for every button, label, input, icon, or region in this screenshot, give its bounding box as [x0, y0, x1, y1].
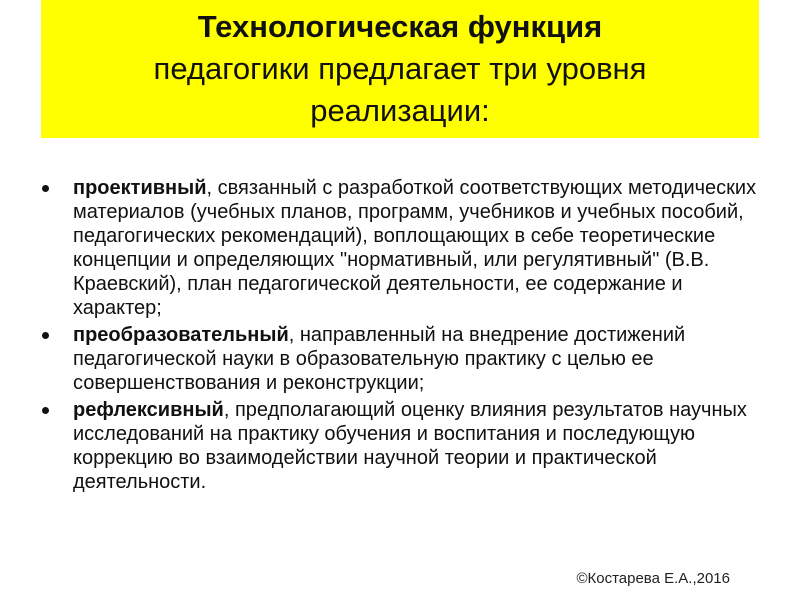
bullet-text: , связанный с разработкой соответствующих методических материалов (учебных планов, программ, учебников и учебных пособий, педагогических рекомендаций), воплощающих в себе теоретические концепции и определяющих "нормативный, или регулятивный" (В.В. Краевский), план педагогической деятельности, ее содержание и характер; — [73, 177, 757, 319]
bullet-dot-icon — [42, 332, 49, 339]
bullet-item-reflexive — [40, 398, 760, 494]
bullet-list — [40, 176, 760, 494]
bullet-item-transformative — [40, 323, 760, 395]
title-line-2: педагогики предлагает три уровня — [153, 51, 647, 86]
copyright-text: ©Костарева Е.А.,2016 — [576, 570, 730, 587]
bullet-term: проективный — [73, 177, 207, 199]
title-line-1: Технологическая функция — [197, 9, 603, 44]
bullet-item-projective — [40, 176, 760, 320]
title-line-3: реализации: — [310, 93, 490, 128]
bullet-content — [40, 176, 760, 497]
bullet-term: рефлексивный — [73, 399, 224, 421]
bullet-text: , направленный на внедрение достижений педагогической науки в образовательную практику с целью ее совершенствования и реконструкции; — [73, 324, 686, 394]
bullet-text: , предполагающий оценку влияния результатов научных исследований на практику обучения и воспитания и последующую коррекцию во взаимодействии научной теории и практической деятельности. — [73, 399, 747, 493]
bullet-term: преобразовательный — [73, 324, 289, 346]
bullet-dot-icon — [42, 407, 49, 414]
bullet-dot-icon — [42, 185, 49, 192]
title-banner — [41, 0, 759, 138]
